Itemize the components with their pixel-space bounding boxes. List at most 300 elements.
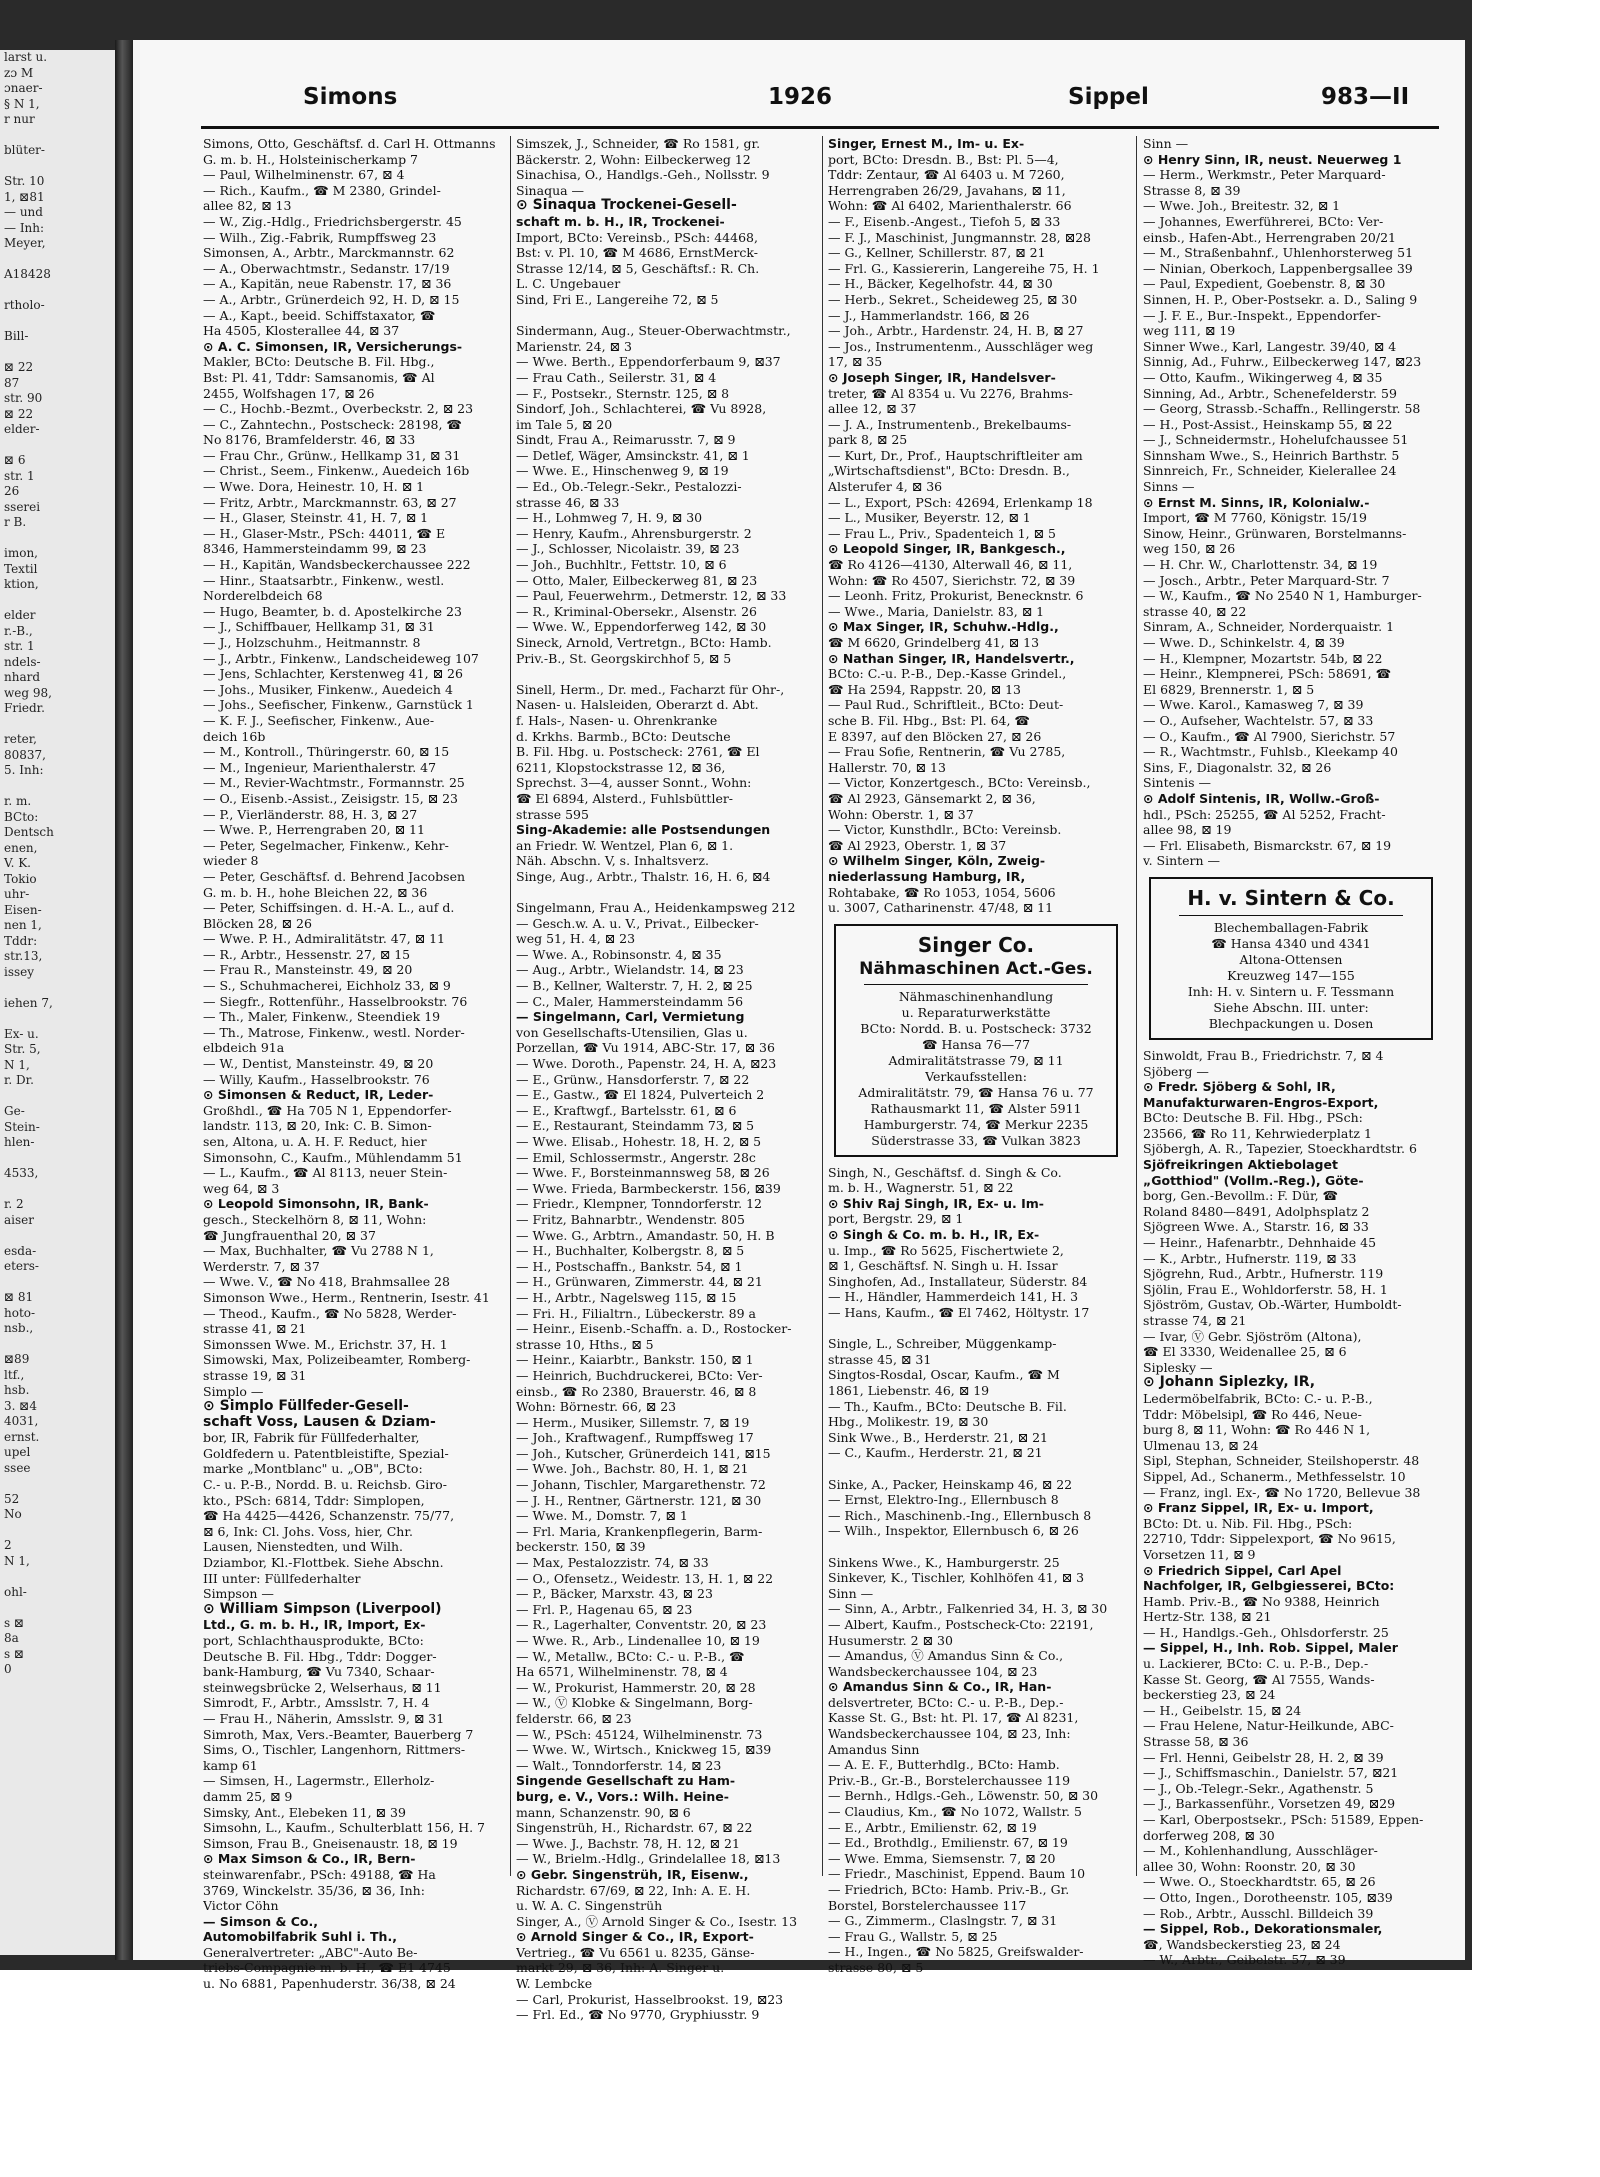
directory-entry: No 8176, Bramfelderstr. 46, ⊠ 33 bbox=[203, 432, 416, 448]
directory-entry: — H., Post-Assist., Heinskamp 55, ⊠ 22 bbox=[1143, 416, 1393, 432]
directory-entry: — Ninian, Oberkoch, Lappenbergsallee 39 bbox=[1143, 260, 1413, 276]
directory-entry: 1861, Liebenstr. 46, ⊠ 19 bbox=[828, 1383, 990, 1398]
directory-entry: — Frau L., Priv., Spadenteich 1, ⊠ 5 bbox=[828, 525, 1056, 541]
directory-entry: 17, ⊠ 35 bbox=[828, 354, 883, 370]
fragment-line: Str. 10 bbox=[4, 174, 45, 188]
directory-entry: — A., Kapt., beeid. Schiffstaxator, ☎ bbox=[203, 307, 436, 323]
fragment-line: V. K. bbox=[4, 856, 31, 870]
directory-entry: ⊙ Henry Sinn, IR, neust. Neuerweg 1 bbox=[1143, 151, 1402, 167]
directory-entry: — H., Bäcker, Kegelhofstr. 44, ⊠ 30 bbox=[828, 276, 1053, 292]
directory-entry: Strasse 12/14, ⊠ 5, Geschäftsf.: R. Ch. bbox=[516, 260, 760, 276]
directory-entry: — Friedrich, BCto: Hamb. Priv.-B., Gr. bbox=[828, 1882, 1070, 1897]
directory-entry: ⊙ William Simpson (Liverpool) bbox=[203, 1601, 442, 1617]
directory-entry: — Peter, Schiffsingen. d. H.-A. L., auf d. bbox=[203, 900, 455, 916]
directory-entry: — Otto, Ingen., Dorotheenstr. 105, ⊠39 bbox=[1143, 1889, 1393, 1905]
directory-entry: — Wwe. J., Bachstr. 78, H. 12, ⊠ 21 bbox=[516, 1835, 740, 1851]
column-divider bbox=[822, 136, 823, 1876]
directory-entry: ⊙ Shiv Raj Singh, IR, Ex- u. Im- bbox=[828, 1195, 1044, 1211]
fragment-line: r.-B., bbox=[4, 623, 33, 638]
fragment-line: 52 bbox=[4, 1491, 20, 1506]
directory-entry: — Wwe. Joh., Bachstr. 80, H. 1, ⊠ 21 bbox=[516, 1461, 749, 1477]
directory-entry: Goldfedern u. Patentbleistifte, Spezial- bbox=[203, 1445, 449, 1461]
directory-entry: — H., Klempner, Mozartstr. 54b, ⊠ 22 bbox=[1143, 650, 1383, 666]
fragment-line: zɔ M bbox=[4, 65, 34, 80]
directory-entry: — F., Eisenb.-Angest., Tiefoh 5, ⊠ 33 bbox=[828, 213, 1061, 229]
directory-entry: — Jos., Instrumentenm., Ausschläger weg bbox=[828, 338, 1094, 354]
directory-entry: ⊙ Singh & Co. m. b. H., IR, Ex- bbox=[828, 1227, 1040, 1243]
directory-entry: — Wwe. W., Eppendorferweg 142, ⊠ 30 bbox=[516, 619, 767, 635]
fragment-line bbox=[0, 1337, 115, 1353]
directory-entry: Sinning, Ad., Arbtr., Schenefelderstr. 59 bbox=[1143, 385, 1397, 401]
directory-entry: — Rich., Kaufm., ☎ M 2380, Grindel- bbox=[203, 182, 441, 198]
directory-entry: ☎ El 3330, Weidenallee 25, ⊠ 6 bbox=[1143, 1344, 1347, 1360]
directory-entry: Sinnig, Ad., Fuhrw., Eilbeckerweg 147, ⊠23 bbox=[1143, 354, 1422, 370]
directory-entry: Hamb. Priv.-B., ☎ No 9388, Heinrich bbox=[1143, 1593, 1380, 1609]
directory-entry: Singe, Aug., Arbtr., Thalstr. 16, H. 6, ⊠4 bbox=[516, 868, 771, 884]
directory-entry: Bst: v. Pl. 10, ☎ M 4686, ErnstMerck- bbox=[516, 245, 758, 261]
directory-entry: — Heinr., Klempnerei, PSch: 58691, ☎ bbox=[1143, 666, 1392, 682]
directory-entry: — Heinr., Eisenb.-Schaffn. a. D., Rostocker- bbox=[516, 1321, 792, 1337]
directory-entry: Sprechst. 3—4, ausser Sonnt., Wohn: bbox=[516, 775, 752, 791]
directory-entry: Singende Gesellschaft zu Ham- bbox=[516, 1773, 736, 1789]
directory-entry: — J. A., Instrumentenb., Brekelbaums- bbox=[828, 416, 1072, 432]
fragment-line bbox=[0, 531, 115, 547]
fragment-line: ⊠ 6 bbox=[4, 453, 26, 467]
directory-entry: — Friedr., Maschinist, Eppend. Baum 10 bbox=[828, 1866, 1086, 1882]
fragment-line bbox=[0, 128, 115, 144]
directory-entry: sen, Altona, u. A. H. F. Reduct, hier bbox=[203, 1134, 427, 1149]
directory-entry bbox=[828, 1461, 1124, 1477]
directory-entry: — Wwe. P., Herrengraben 20, ⊠ 11 bbox=[203, 822, 425, 838]
directory-entry: — M., Kontroll., Thüringerstr. 60, ⊠ 15 bbox=[203, 744, 450, 760]
directory-entry: schaft m. b. H., IR, Trockenei- bbox=[516, 213, 725, 229]
directory-entry: sche B. Fil. Hbg., Bst: Pl. 64, ☎ bbox=[828, 712, 1030, 728]
directory-entry: Priv.-B., Gr.-B., Borstelerchaussee 119 bbox=[828, 1772, 1071, 1788]
fragment-line: ɔnaer- bbox=[4, 81, 43, 95]
ad-line: Rathausmarkt 11, ☎ Alster 5911 bbox=[870, 1100, 1082, 1116]
directory-entry: — Simson & Co., bbox=[203, 1913, 318, 1929]
directory-entry: Richardstr. 67/69, ⊠ 22, Inh: A. E. H. bbox=[516, 1882, 751, 1898]
directory-entry: — B., Kellner, Walterstr. 7, H. 2, ⊠ 25 bbox=[516, 978, 753, 994]
directory-entry: ⊙ Amandus Sinn & Co., IR, Han- bbox=[828, 1679, 1052, 1695]
directory-entry: — Wilh., Zig.-Fabrik, Rumpffsweg 23 bbox=[203, 229, 437, 245]
directory-entry: schaft Voss, Lausen & Dziam- bbox=[203, 1414, 436, 1430]
directory-entry: 23566, ☎ Ro 11, Kehrwiederplatz 1 bbox=[1143, 1125, 1372, 1141]
directory-entry: kto., PSch: 6814, Tddr: Simplopen, bbox=[203, 1492, 425, 1508]
directory-entry bbox=[516, 885, 812, 901]
directory-entry: — M., Ingenieur, Marienthalerstr. 47 bbox=[203, 759, 437, 775]
directory-entry: „Wirtschaftsdienst", BCto: Dresdn. B., bbox=[828, 463, 1070, 479]
directory-entry: Kasse St. Georg, ☎ Al 7555, Wands- bbox=[1143, 1671, 1375, 1687]
directory-entry: Borstel, Borstelerchaussee 117 bbox=[828, 1897, 1027, 1913]
directory-entry: — Wwe. R., Arb., Lindenallee 10, ⊠ 19 bbox=[516, 1633, 760, 1648]
directory-entry: — Paul Rud., Schriftleit., BCto: Deut- bbox=[828, 697, 1064, 713]
directory-entry: Singer, Ernest M., Im- u. Ex- bbox=[828, 136, 1025, 151]
fragment-line: aiser bbox=[4, 1212, 34, 1227]
directory-entry: — H., Glaser, Steinstr. 41, H. 7, ⊠ 1 bbox=[203, 510, 429, 526]
directory-entry: Simonssen Wwe. M., Erichstr. 37, H. 1 bbox=[203, 1336, 448, 1352]
fragment-line: Dentsch bbox=[4, 825, 54, 839]
directory-entry: — Friedr., Klempner, Tonndorferstr. 12 bbox=[516, 1196, 763, 1212]
directory-entry: — Sippel, H., Inh. Rob. Sippel, Maler bbox=[1143, 1640, 1398, 1656]
fragment-line: Bill- bbox=[4, 329, 29, 343]
directory-entry: Vertrieg., ☎ Vu 6561 u. 8235, Gänse- bbox=[516, 1944, 755, 1960]
directory-entry: B. Fil. Hbg. u. Postscheck: 2761, ☎ El bbox=[516, 744, 760, 760]
directory-entry: — Hugo, Beamter, b. d. Apostelkirche 23 bbox=[203, 603, 462, 619]
directory-entry: — Josch., Arbtr., Peter Marquard-Str. 7 bbox=[1143, 572, 1390, 588]
fragment-line: 8a bbox=[4, 1631, 19, 1645]
ad-line: Nähmaschinenhandlung bbox=[898, 988, 1054, 1004]
directory-entry: — Bernh., Hdlgs.-Geh., Löwenstr. 50, ⊠ 30 bbox=[828, 1788, 1099, 1804]
directory-entry: 6211, Klopstockstrasse 12, ⊠ 36, bbox=[516, 759, 726, 775]
directory-entry: felderstr. 66, ⊠ 23 bbox=[516, 1710, 632, 1726]
directory-column-3 bbox=[828, 136, 1124, 1976]
directory-entry: C.- u. P.-B., Nordd. B. u. Reichsb. Giro- bbox=[203, 1477, 447, 1493]
directory-entry: — Wwe. Elisab., Hohestr. 18, H. 2, ⊠ 5 bbox=[516, 1134, 762, 1149]
directory-entry: — H., Arbtr., Nagelsweg 115, ⊠ 15 bbox=[516, 1289, 737, 1305]
directory-entry: Sipl, Stephan, Schneider, Steilshoperstr. 48 bbox=[1143, 1453, 1420, 1469]
directory-entry: Sjögrehn, Rud., Arbtr., Hufnerstr. 119 bbox=[1143, 1266, 1384, 1282]
directory-entry: Wandsbeckerchaussee 104, ⊠ 23 bbox=[828, 1663, 1038, 1679]
directory-entry: ⊙ Gebr. Singenstrüh, IR, Eisenw., bbox=[516, 1866, 749, 1882]
directory-entry: — R., Wachtmstr., Fuhlsb., Kleekamp 40 bbox=[1143, 744, 1398, 760]
directory-entry: Priv.-B., St. Georgskirchhof 5, ⊠ 5 bbox=[516, 650, 732, 666]
directory-entry: port, BCto: Dresdn. B., Bst: Pl. 5—4, bbox=[828, 151, 1059, 167]
directory-entry: burg 8, ⊠ 11, Wohn: ☎ Ro 446 N 1, bbox=[1143, 1422, 1371, 1438]
directory-entry: — E., Kraftwgf., Bartelsstr. 61, ⊠ 6 bbox=[516, 1102, 737, 1118]
directory-entry: — Georg, Strassb.-Schaffn., Rellingerstr. 58 bbox=[1143, 401, 1421, 417]
directory-entry: — H., Handlgs.-Geh., Ohlsdorferstr. 25 bbox=[1143, 1624, 1389, 1640]
fragment-line: r nur bbox=[4, 112, 35, 126]
directory-entry: strasse 19, ⊠ 31 bbox=[203, 1367, 307, 1383]
directory-entry: — Frl. Ed., ☎ No 9770, Gryphiusstr. 9 bbox=[516, 2007, 760, 2023]
fragment-line: 5. Inh: bbox=[4, 763, 44, 777]
directory-entry: — J., Schneidermstr., Hohelufchaussee 51 bbox=[1143, 432, 1409, 448]
ad-line: Altona-Ottensen bbox=[1239, 951, 1343, 967]
directory-entry: wieder 8 bbox=[203, 853, 259, 869]
directory-entry: bank-Hamburg, ☎ Vu 7340, Schaar- bbox=[203, 1664, 435, 1680]
directory-entry: — E., Grünw., Hansdorferstr. 7, ⊠ 22 bbox=[516, 1071, 750, 1087]
directory-entry: Strasse 58, ⊠ 36 bbox=[1143, 1734, 1249, 1750]
directory-entry: — Herb., Sekret., Scheideweg 25, ⊠ 30 bbox=[828, 291, 1078, 307]
directory-entry: „Gotthiod" (Vollm.-Reg.), Göte- bbox=[1143, 1172, 1364, 1188]
directory-entry: strasse 41, ⊠ 21 bbox=[203, 1321, 307, 1337]
fragment-line: esda- bbox=[4, 1243, 37, 1258]
directory-entry: — Hans, Kaufm., ☎ El 7462, Höltystr. 17 bbox=[828, 1305, 1090, 1321]
directory-entry: Ulmenau 13, ⊠ 24 bbox=[1143, 1437, 1259, 1453]
directory-entry: Sindorf, Joh., Schlachterei, ☎ Vu 8928, bbox=[516, 401, 767, 417]
directory-entry: — Th., Maler, Finkenw., Steendiek 19 bbox=[203, 1009, 441, 1025]
directory-entry: d. Krkhs. Barmb., BCto: Deutsche bbox=[516, 728, 731, 744]
running-head-year: 1926 bbox=[768, 84, 833, 110]
fragment-line: § N 1, bbox=[4, 96, 40, 111]
directory-entry: Marienstr. 24, ⊠ 3 bbox=[516, 338, 632, 354]
directory-entry: — J., Barkassenführ., Vorsetzen 49, ⊠29 bbox=[1143, 1796, 1396, 1812]
directory-entry: ☎ El 6894, Alsterd., Fuhlsbüttler- bbox=[516, 790, 734, 806]
directory-entry: — A., Kapitän, neue Rabenstr. 17, ⊠ 36 bbox=[203, 276, 452, 292]
column-divider bbox=[1136, 136, 1137, 1876]
fragment-line: A18428 bbox=[4, 267, 51, 281]
directory-entry: strasse 46, ⊠ 33 bbox=[516, 494, 620, 510]
directory-entry: Großhdl., ☎ Ha 705 N 1, Eppendorfer- bbox=[203, 1102, 452, 1118]
directory-entry: — Frau G., Wallstr. 5, ⊠ 25 bbox=[828, 1928, 998, 1944]
directory-entry: an Friedr. W. Wentzel, Plan 6, ⊠ 1. bbox=[516, 837, 734, 853]
directory-entry: BCto: C.-u. P.-B., Dep.-Kasse Grindel., bbox=[828, 666, 1067, 682]
directory-entry: — Wwe. V., ☎ No 418, Brahmsallee 28 bbox=[203, 1274, 450, 1290]
directory-entry: — Joh., Buchhltr., Fettstr. 10, ⊠ 6 bbox=[516, 557, 727, 573]
fragment-line bbox=[0, 717, 115, 733]
running-head bbox=[183, 84, 1445, 124]
book-gutter bbox=[115, 40, 133, 1960]
directory-entry: Automobilfabrik Suhl i. Th., bbox=[203, 1929, 397, 1945]
directory-entry: — Wwe. A., Robinsonstr. 4, ⊠ 35 bbox=[516, 946, 722, 962]
directory-entry: allee 30, Wohn: Roonstr. 20, ⊠ 30 bbox=[1143, 1858, 1356, 1874]
directory-entry: ☎ Jungfrauenthal 20, ⊠ 37 bbox=[203, 1227, 376, 1243]
directory-entry: L. C. Ungebauer bbox=[516, 276, 621, 292]
directory-entry: ⊙ Johann Siplezky, IR, bbox=[1143, 1375, 1316, 1391]
directory-entry: — Johann, Tischler, Margarethenstr. 72 bbox=[516, 1477, 766, 1493]
directory-entry: Hbg., Molikestr. 19, ⊠ 30 bbox=[828, 1414, 989, 1430]
directory-entry: allee 82, ⊠ 13 bbox=[203, 198, 292, 214]
directory-entry: Singhofen, Ad., Installateur, Süderstr. 84 bbox=[828, 1273, 1088, 1289]
directory-entry: f. Hals-, Nasen- u. Ohrenkranke bbox=[516, 712, 718, 728]
directory-entry: Sinns — bbox=[1143, 479, 1195, 495]
directory-entry: — Albert, Kaufm., Postscheck-Cto: 22191, bbox=[828, 1616, 1094, 1632]
directory-entry: — Max, Pestalozzistr. 74, ⊠ 33 bbox=[516, 1555, 709, 1571]
directory-entry: burg, e. V., Vors.: Wilh. Heine- bbox=[516, 1788, 729, 1804]
directory-entry: Tddr: Möbelsipl, ☎ Ro 446, Neue- bbox=[1143, 1406, 1362, 1422]
directory-entry: markt 29, ⊠ 36, Inh: A. Singer u. bbox=[516, 1960, 725, 1976]
directory-entry: ⊙ Simplo Füllfeder-Gesell- bbox=[203, 1399, 409, 1415]
fragment-line bbox=[0, 1151, 115, 1167]
fragment-line bbox=[0, 314, 115, 330]
directory-entry: — Singelmann, Carl, Vermietung bbox=[516, 1009, 745, 1025]
directory-entry: III unter: Füllfederhalter bbox=[203, 1570, 361, 1586]
directory-entry: ⊙ Nathan Singer, IR, Handelsvertr., bbox=[828, 650, 1075, 666]
directory-entry: — H., Kapitän, Wandsbeckerchaussee 222 bbox=[203, 557, 471, 573]
fragment-line: uhr- bbox=[4, 887, 30, 901]
directory-entry: — Th., Matrose, Finkenw., westl. Norder- bbox=[203, 1024, 465, 1040]
fragment-line bbox=[0, 980, 115, 996]
fragment-line: larst u. bbox=[4, 50, 48, 64]
directory-entry: — Frau R., Mansteinstr. 49, ⊠ 20 bbox=[203, 962, 413, 978]
directory-entry: — Paul, Expedient, Goebenstr. 8, ⊠ 30 bbox=[1143, 276, 1386, 292]
directory-entry: — Aug., Arbtr., Wielandstr. 14, ⊠ 23 bbox=[516, 962, 744, 978]
fragment-line: 4031, bbox=[4, 1414, 39, 1428]
directory-entry: — Willy, Kaufm., Hasselbrookstr. 76 bbox=[203, 1071, 430, 1087]
directory-entry: Simroth, Max, Vers.-Beamter, Bauerberg 7 bbox=[203, 1726, 474, 1742]
directory-entry: Sjöbergh, A. R., Tapezier, Stoeckhardtstr. 6 bbox=[1143, 1141, 1417, 1157]
directory-entry: Simonsen, A., Arbtr., Marckmannstr. 62 bbox=[203, 245, 455, 261]
directory-entry: — Frau Cath., Seilerstr. 31, ⊠ 4 bbox=[516, 369, 717, 385]
directory-entry: — Wwe. W., Wirtsch., Knickweg 15, ⊠39 bbox=[516, 1742, 772, 1758]
directory-entry: — Frau Sofie, Rentnerin, ☎ Vu 2785, bbox=[828, 744, 1066, 760]
fragment-line: elder- bbox=[4, 422, 40, 436]
directory-entry: Singtos-Rosdal, Oscar, Kaufm., ☎ M bbox=[828, 1367, 1060, 1383]
directory-entry: — O., Ofensetz., Weidestr. 13, H. 1, ⊠ 22 bbox=[516, 1570, 774, 1586]
directory-entry: Sineck, Arnold, Vertretgn., BCto: Hamb. bbox=[516, 635, 772, 650]
directory-entry: Dziambor, Kl.-Flottbek. Siehe Abschn. bbox=[203, 1555, 444, 1571]
directory-entry: — Wwe. Emma, Siemsenstr. 7, ⊠ 20 bbox=[828, 1850, 1056, 1866]
directory-entry: — A., Arbtr., Grünerdeich 92, H. D, ⊠ 15 bbox=[203, 291, 460, 307]
directory-entry: ⊠ 6, Ink: Cl. Johs. Voss, hier, Chr. bbox=[203, 1523, 413, 1539]
directory-entry: — Kurt, Dr., Prof., Hauptschriftleiter am bbox=[828, 447, 1083, 463]
directory-entry: Simons, Otto, Geschäftsf. d. Carl H. Ottmanns bbox=[203, 136, 496, 151]
directory-entry: dorferweg 208, ⊠ 30 bbox=[1143, 1827, 1275, 1843]
fragment-line: 4533, bbox=[4, 1166, 39, 1180]
directory-entry: Bäckerstr. 2, Wohn: Eilbeckerweg 12 bbox=[516, 151, 751, 167]
fragment-line: 1, ⊠81 bbox=[4, 189, 45, 204]
directory-entry: — Th., Kaufm., BCto: Deutsche B. Fil. bbox=[828, 1398, 1067, 1414]
directory-entry: — Paul, Feuerwehrm., Detmerstr. 12, ⊠ 33 bbox=[516, 588, 787, 604]
directory-entry: Sjöfreikringen Aktiebolaget bbox=[1143, 1157, 1338, 1173]
directory-entry: Simszek, J., Schneider, ☎ Ro 1581, gr. bbox=[516, 136, 761, 151]
directory-entry bbox=[516, 666, 812, 682]
directory-entry: Simson, Frau B., Gneisenaustr. 18, ⊠ 19 bbox=[203, 1835, 458, 1851]
directory-entry: — F., Postsekr., Sternstr. 125, ⊠ 8 bbox=[516, 385, 730, 401]
directory-entry: — Heinr., Kaiarbtr., Bankstr. 150, ⊠ 1 bbox=[516, 1352, 754, 1368]
directory-entry: Sing-Akademie: alle Postsendungen bbox=[516, 822, 771, 838]
directory-entry: G. m. b. H., Holsteinischerkamp 7 bbox=[203, 151, 419, 167]
directory-entry: u. W. A. C. Singenstrüh bbox=[516, 1898, 663, 1914]
directory-entry: Alsterufer 4, ⊠ 36 bbox=[828, 479, 943, 495]
directory-entry: ⊙ Friedrich Sippel, Carl Apel bbox=[1143, 1562, 1342, 1578]
ad-line: Verkaufsstellen: bbox=[925, 1068, 1027, 1084]
directory-entry: — Victor, Konzertgesch., BCto: Vereinsb., bbox=[828, 775, 1091, 791]
fragment-line: str. 90 bbox=[4, 391, 43, 405]
directory-entry: — Otto, Maler, Eilbeckerweg 81, ⊠ 23 bbox=[516, 572, 758, 588]
directory-entry: ⊠ 1, Geschäftsf. N. Singh u. H. Issar bbox=[828, 1258, 1058, 1274]
fragment-line: hlen- bbox=[4, 1135, 35, 1149]
directory-entry: — Wilh., Inspektor, Ellernbusch 6, ⊠ 26 bbox=[828, 1523, 1079, 1539]
directory-entry: E 8397, auf den Blöcken 27, ⊠ 26 bbox=[828, 728, 1042, 744]
directory-entry: — Frl. Maria, Krankenpflegerin, Barm- bbox=[516, 1523, 763, 1539]
directory-entry: ☎ Ro 4126—4130, Alterwall 46, ⊠ 11, bbox=[828, 557, 1073, 573]
directory-entry: mann, Schanzenstr. 90, ⊠ 6 bbox=[516, 1804, 691, 1820]
directory-entry: — W., Dentist, Mansteinstr. 49, ⊠ 20 bbox=[203, 1056, 434, 1072]
directory-entry: ⊙ Franz Sippel, IR, Ex- u. Import, bbox=[1143, 1500, 1374, 1516]
directory-entry: — Wwe. Karol., Kamasweg 7, ⊠ 39 bbox=[1143, 697, 1364, 713]
ad-line: Süderstrasse 33, ☎ Vulkan 3823 bbox=[871, 1132, 1081, 1148]
fragment-line: ktion, bbox=[4, 577, 39, 591]
fragment-line bbox=[0, 1275, 115, 1291]
directory-entry: Sims, O., Tischler, Langenhorn, Rittmers- bbox=[203, 1742, 466, 1758]
directory-entry: — R., Kriminal-Obersekr., Alsenstr. 26 bbox=[516, 603, 758, 619]
directory-entry: — A. E. F., Butterhdlg., BCto: Hamb. bbox=[828, 1757, 1060, 1773]
fragment-line: Tddr: bbox=[4, 933, 38, 948]
fragment-line: reter, bbox=[4, 732, 37, 746]
directory-entry: Kasse St. G., Bst: ht. Pl. 17, ☎ Al 8231, bbox=[828, 1710, 1079, 1726]
directory-entry: — W., Metallw., BCto: C.- u. P.-B., ☎ bbox=[516, 1648, 745, 1664]
column-divider bbox=[510, 136, 511, 1876]
ad-line: Blechemballagen-Fabrik bbox=[1213, 919, 1369, 935]
directory-entry: strasse 74, ⊠ 21 bbox=[1143, 1313, 1247, 1328]
directory-entry: weg 150, ⊠ 26 bbox=[1143, 541, 1236, 557]
ad-line: u. Reparaturwerkstätte bbox=[901, 1004, 1051, 1020]
directory-entry: u. Imp., ☎ Ro 5625, Fischertwiete 2, bbox=[828, 1242, 1064, 1258]
directory-entry: ⊙ Max Singer, IR, Schuhw.-Hdlg., bbox=[828, 619, 1059, 635]
directory-entry: — A., Oberwachtmstr., Sedanstr. 17/19 bbox=[203, 260, 450, 276]
directory-entry: — Siegfr., Rottenführ., Hasselbrookstr. 76 bbox=[203, 993, 468, 1009]
ad-line: ☎ Hansa 76—77 bbox=[921, 1036, 1031, 1052]
directory-entry: Manufakturwaren-Engros-Export, bbox=[1143, 1094, 1379, 1110]
directory-entry: Sinn — bbox=[828, 1585, 874, 1601]
fragment-line: Textil bbox=[4, 561, 38, 576]
directory-entry: damm 25, ⊠ 9 bbox=[203, 1788, 293, 1804]
directory-entry: — Fritz, Bahnarbtr., Wendenstr. 805 bbox=[516, 1211, 745, 1227]
directory-entry: Singenstrüh, H., Richardstr. 67, ⊠ 22 bbox=[516, 1820, 753, 1836]
fragment-line bbox=[0, 1600, 115, 1616]
directory-entry: ⊙ Max Simson & Co., IR, Bern- bbox=[203, 1851, 416, 1867]
directory-entry: — Joh., Arbtr., Hardenstr. 24, H. B, ⊠ 27 bbox=[828, 323, 1084, 339]
directory-entry: — Wwe. Frieda, Barmbeckerstr. 156, ⊠39 bbox=[516, 1180, 781, 1196]
directory-entry: Simonson Wwe., Herm., Rentnerin, Isestr. 41 bbox=[203, 1289, 490, 1305]
directory-entry: — Frl. Henni, Geibelstr 28, H. 2, ⊠ 39 bbox=[1143, 1749, 1384, 1765]
fragment-line: nsb., bbox=[4, 1321, 34, 1335]
directory-entry: — Claudius, Km., ☎ No 1072, Wallstr. 5 bbox=[828, 1804, 1082, 1820]
directory-entry: — Wwe. Joh., Breitestr. 32, ⊠ 1 bbox=[1143, 198, 1341, 214]
directory-entry: Simsohn, L., Kaufm., Schulterblatt 156, H. 7 bbox=[203, 1820, 486, 1836]
directory-entry: — G., Zimmerm., Claslngstr. 7, ⊠ 31 bbox=[828, 1913, 1058, 1929]
directory-entry: beckerstieg 23, ⊠ 24 bbox=[1143, 1687, 1276, 1703]
fragment-line: elder bbox=[4, 608, 36, 622]
directory-entry: — Johannes, Ewerführerei, BCto: Ver- bbox=[1143, 213, 1384, 229]
directory-entry: ☎ M 6620, Grindelberg 41, ⊠ 13 bbox=[828, 635, 1040, 650]
directory-entry: Herrengraben 26/29, Javahans, ⊠ 11, bbox=[828, 182, 1066, 198]
directory-entry: — Peter, Geschäftsf. d. Behrend Jacobsen bbox=[203, 868, 466, 884]
fragment-line: Friedr. bbox=[4, 701, 45, 715]
directory-entry: strasse 595 bbox=[516, 806, 589, 822]
directory-entry: Sinnreich, Fr., Schneider, Kielerallee 24 bbox=[1143, 463, 1397, 479]
directory-entry: Sink Wwe., B., Herderstr. 21, ⊠ 21 bbox=[828, 1429, 1048, 1445]
directory-entry: — J., Arbtr., Finkenw., Landscheideweg 107 bbox=[203, 650, 479, 666]
directory-entry: — M., Revier-Wachtmstr., Formannstr. 25 bbox=[203, 775, 465, 791]
directory-entry: — L., Kaufm., ☎ Al 8113, neuer Stein- bbox=[203, 1165, 448, 1181]
directory-entry: ⊙ Adolf Sintenis, IR, Wollw.-Groß- bbox=[1143, 790, 1380, 806]
directory-entry: — Wwe. O., Stoeckhardtstr. 65, ⊠ 26 bbox=[1143, 1874, 1376, 1890]
directory-entry: — H., Händler, Hammerdeich 141, H. 3 bbox=[828, 1289, 1079, 1305]
directory-entry: Singer, A., Ⓥ Arnold Singer & Co., Isestr. 13 bbox=[516, 1913, 798, 1929]
directory-entry: — Walt., Tonndorferstr. 14, ⊠ 23 bbox=[516, 1757, 722, 1773]
directory-column-4 bbox=[1143, 136, 1439, 1968]
directory-entry: ⊙ Sinaqua Trockenei-Gesell- bbox=[516, 198, 737, 214]
fragment-line: Stein- bbox=[4, 1119, 40, 1134]
directory-entry: — Wwe., Maria, Danielstr. 83, ⊠ 1 bbox=[828, 603, 1045, 619]
directory-entry: Generalvertreter: „ABC"-Auto Be- bbox=[203, 1944, 418, 1960]
directory-entry: — W., Kaufm., ☎ No 2540 N 1, Hamburger- bbox=[1143, 588, 1422, 604]
directory-entry: Sind, Fri E., Langereihe 72, ⊠ 5 bbox=[516, 291, 719, 307]
fragment-line: ssee bbox=[4, 1460, 31, 1475]
fragment-line: str. 1 bbox=[4, 639, 35, 653]
directory-entry: Hallerstr. 70, ⊠ 13 bbox=[828, 759, 946, 775]
directory-entry: Sinnsham Wwe., S., Heinrich Barthstr. 5 bbox=[1143, 447, 1400, 463]
directory-entry: strasse 10, Hths., ⊠ 5 bbox=[516, 1336, 654, 1352]
directory-entry: — Fritz, Arbtr., Marckmannstr. 63, ⊠ 27 bbox=[203, 494, 457, 510]
fragment-line: r. 2 bbox=[4, 1197, 24, 1211]
directory-column-2 bbox=[516, 136, 812, 2023]
fragment-line bbox=[0, 345, 115, 361]
directory-entry: Husumerstr. 2 ⊠ 30 bbox=[828, 1632, 953, 1648]
directory-entry: — J., Holzschuhm., Heitmannstr. 8 bbox=[203, 635, 421, 650]
directory-entry: — Jens, Schlachter, Kerstenweg 41, ⊠ 26 bbox=[203, 666, 463, 682]
directory-entry: gesch., Steckelhörn 8, ⊠ 11, Wohn: bbox=[203, 1211, 427, 1227]
directory-entry: — P., Vierländerstr. 88, H. 3, ⊠ 27 bbox=[203, 806, 418, 822]
directory-entry: Sinn — bbox=[1143, 136, 1189, 151]
directory-entry: — Victor, Kunsthdlr., BCto: Vereinsb. bbox=[828, 822, 1062, 838]
directory-entry: — Sippel, Rob., Dekorationsmaler, bbox=[1143, 1921, 1383, 1937]
directory-entry: ☎ Al 2923, Gänsemarkt 2, ⊠ 36, bbox=[828, 790, 1036, 806]
directory-entry: im Tale 5, ⊠ 20 bbox=[516, 416, 613, 432]
